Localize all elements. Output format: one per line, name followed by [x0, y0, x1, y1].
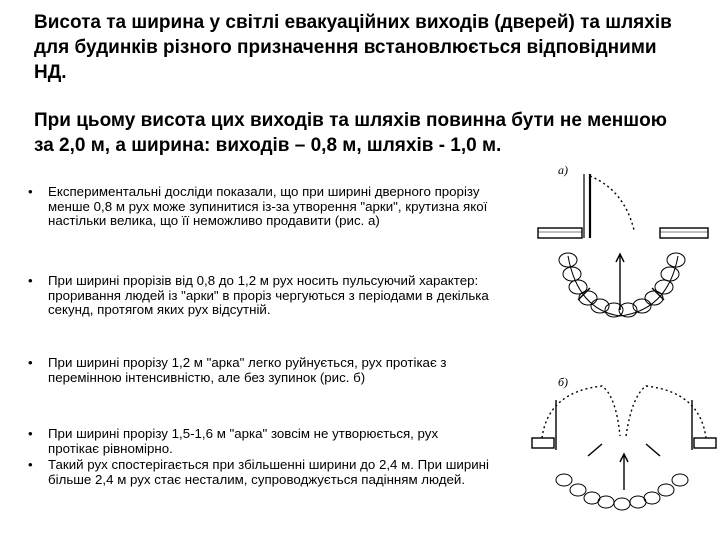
bullet-text: При ширині прорізу 1,5-1,6 м "арка" зовсім не утворюється, рух протікає рівномірно.	[48, 426, 439, 456]
bullet-marker: •	[28, 457, 33, 472]
bullet-text: При ширині прорізу 1,2 м "арка" легко руйнується, рух протікає з перемінною інтенсивністю, але без зупинок (рис. б)	[48, 355, 447, 385]
door-swing-arc	[626, 386, 706, 438]
arch-figure	[528, 160, 720, 520]
right-wall	[660, 228, 708, 238]
bullet-marker: •	[28, 273, 33, 288]
door-swing-arc	[590, 176, 634, 230]
door-swing-arc	[542, 386, 620, 438]
figure-b-diagram	[532, 375, 716, 510]
figure-b-label: б)	[558, 375, 569, 389]
bullet-marker: •	[28, 355, 33, 370]
bullet-marker: •	[28, 184, 33, 199]
requirements-paragraph: При цьому висота цих виходів та шляхів повинна бути не меншою за 2,0 м, а ширина: виходів – 0,8 м, шляхів - 1,0 м.	[34, 110, 667, 156]
left-wall	[532, 438, 554, 448]
left-wall	[538, 228, 582, 238]
intro-paragraph: Висота та ширина у світлі евакуаційних виходів (дверей) та шляхів для будинків різного призначення встановлюється відповідними НД.	[34, 12, 672, 83]
figure-a-label: а)	[558, 163, 568, 177]
bullet-text: Експериментальні досліди показали, що при ширині дверного прорізу менше 0,8 м рух може зупинитися із-за утворення "арки", крутизна якої настільки велика, що її неможливо продавити (рис. а)	[48, 184, 488, 229]
figure-a-diagram	[538, 163, 708, 317]
bullet-text: Такий рух спостерігається при збільшенні ширини до 2,4 м. При ширині більше 2,4 м рух стає несталим, супроводжується падінням людей.	[48, 457, 489, 487]
right-wall	[694, 438, 716, 448]
people-arch	[568, 256, 678, 316]
bullet-text: При ширині прорізів від 0,8 до 1,2 м рух носить пульсуючий характер: проривання людей із "арки" в проріз чергуються з періодами в декілька секунд, протягом яких рух відсутній.	[48, 273, 489, 318]
people-group	[556, 474, 688, 510]
bullet-marker: •	[28, 426, 33, 441]
